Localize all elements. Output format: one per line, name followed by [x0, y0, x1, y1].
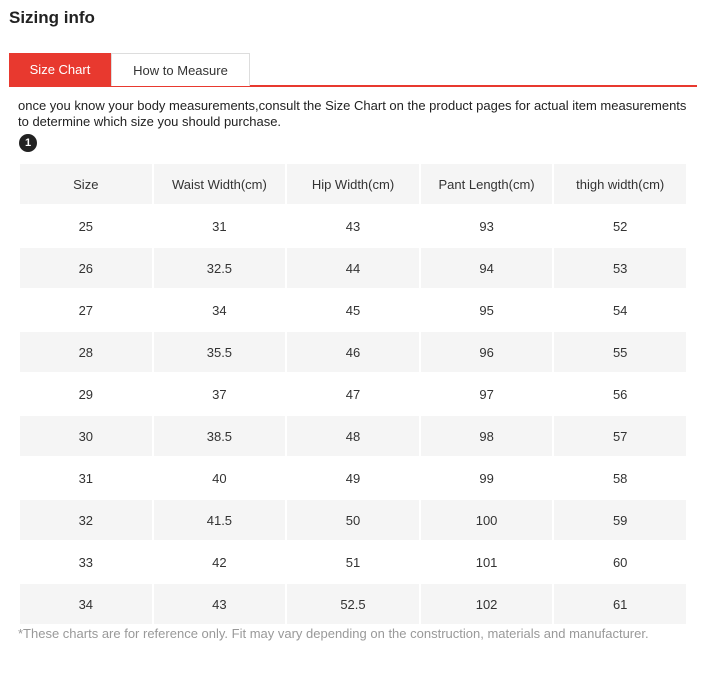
table-cell: 96: [421, 332, 553, 372]
table-row: [20, 458, 686, 498]
table-cell: 94: [421, 248, 553, 288]
table-row: [20, 500, 686, 540]
tab-how-to-measure[interactable]: How to Measure: [111, 53, 250, 86]
table-row: [20, 542, 686, 582]
table-cell: 33: [20, 542, 152, 582]
table-cell: 40: [154, 458, 286, 498]
table-cell: 43: [287, 206, 419, 246]
table-cell: 48: [287, 416, 419, 456]
header-pant-length: Pant Length(cm): [421, 164, 553, 204]
table-cell: 46: [287, 332, 419, 372]
header-waist-width: Waist Width(cm): [154, 164, 286, 204]
size-chart-table: [18, 162, 688, 626]
table-cell: 32: [20, 500, 152, 540]
table-cell: 47: [287, 374, 419, 414]
table-cell: 60: [554, 542, 686, 582]
tab-size-chart[interactable]: Size Chart: [9, 53, 111, 86]
table-cell: 28: [20, 332, 152, 372]
table-row: [20, 416, 686, 456]
tab-bar: [9, 53, 697, 87]
table-cell: 51: [287, 542, 419, 582]
table-cell: 34: [20, 584, 152, 624]
table-cell: 55: [554, 332, 686, 372]
table-cell: 54: [554, 290, 686, 330]
table-cell: 25: [20, 206, 152, 246]
header-hip-width: Hip Width(cm): [287, 164, 419, 204]
table-cell: 31: [20, 458, 152, 498]
table-cell: 26: [20, 248, 152, 288]
table-cell: 30: [20, 416, 152, 456]
table-row: [20, 290, 686, 330]
header-thigh-width: thigh width(cm): [554, 164, 686, 204]
step-number-badge: 1: [19, 134, 37, 152]
table-cell: 59: [554, 500, 686, 540]
table-cell: 61: [554, 584, 686, 624]
table-cell: 58: [554, 458, 686, 498]
table-cell: 37: [154, 374, 286, 414]
table-cell: 29: [20, 374, 152, 414]
table-cell: 101: [421, 542, 553, 582]
table-cell: 57: [554, 416, 686, 456]
table-cell: 43: [154, 584, 286, 624]
table-cell: 38.5: [154, 416, 286, 456]
table-row: [20, 332, 686, 372]
table-cell: 98: [421, 416, 553, 456]
table-cell: 95: [421, 290, 553, 330]
disclaimer-footnote: *These charts are for reference only. Fit may vary depending on the construction, materials and manufacturer.: [18, 626, 649, 641]
table-row: [20, 206, 686, 246]
table-cell: 50: [287, 500, 419, 540]
table-cell: 52: [554, 206, 686, 246]
table-cell: 32.5: [154, 248, 286, 288]
table-cell: 34: [154, 290, 286, 330]
table-cell: 52.5: [287, 584, 419, 624]
table-cell: 93: [421, 206, 553, 246]
table-cell: 56: [554, 374, 686, 414]
intro-text: once you know your body measurements,consult the Size Chart on the product pages for actual item measurements to determine which size you should purchase.: [18, 98, 687, 129]
table-cell: 27: [20, 290, 152, 330]
table-cell: 31: [154, 206, 286, 246]
table-cell: 41.5: [154, 500, 286, 540]
page-title: Sizing info: [9, 8, 95, 27]
table-row: [20, 374, 686, 414]
table-cell: 100: [421, 500, 553, 540]
table-cell: 35.5: [154, 332, 286, 372]
table-row: [20, 584, 686, 624]
table-cell: 97: [421, 374, 553, 414]
table-header-row: [20, 164, 686, 204]
table-cell: 53: [554, 248, 686, 288]
table-cell: 99: [421, 458, 553, 498]
table-row: [20, 248, 686, 288]
table-cell: 102: [421, 584, 553, 624]
table-cell: 45: [287, 290, 419, 330]
table-cell: 44: [287, 248, 419, 288]
table-cell: 49: [287, 458, 419, 498]
header-size: Size: [20, 164, 152, 204]
table-cell: 42: [154, 542, 286, 582]
